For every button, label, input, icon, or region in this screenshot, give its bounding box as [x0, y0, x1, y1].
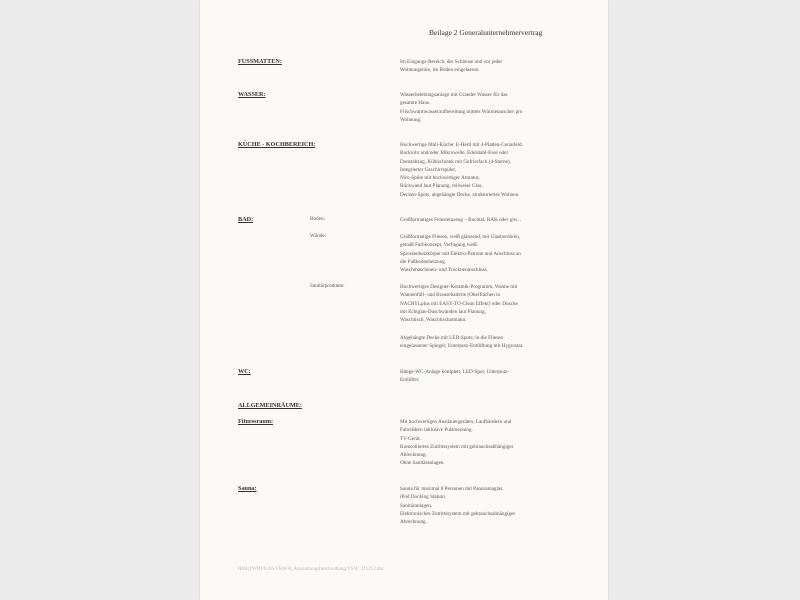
text-line: gesamte Haus.	[400, 100, 431, 107]
document-footer-path: IBM@WHVKAS/VKWH_Ausstattungsbeschreibung/VSW_211213.doc	[238, 567, 385, 572]
section-heading-bad: BAD:	[238, 216, 254, 223]
text-line: NACRYLplus mit EASY-TO-Clean Effekt) oder Dusche	[400, 300, 518, 307]
text-line: Wohnungstüre, im Boden eingelassen.	[400, 67, 480, 74]
text-line: Entlüfter.	[400, 377, 420, 384]
text-line: Abrechnung.	[400, 452, 427, 459]
text-line: Wohnung.	[400, 116, 422, 123]
section-text-wc	[400, 368, 509, 385]
text-line: Kontrolliertes Zutrittssystem mit gebrauchsabhängiger	[400, 443, 514, 450]
section-text-sauna	[400, 485, 515, 526]
text-line: Sauna für maximal 8 Personen mit Panoramaglas.	[400, 486, 504, 492]
text-line: gemäß Farbkonzept, Verfugung weiß.	[400, 242, 479, 249]
text-line: Rückwand laut Planung, teilweise Glas,	[400, 183, 483, 190]
text-line: Wannenfüll- und Brausebatterie (Oberflächen in	[400, 292, 501, 299]
text-line: eingelassener Spiegel; Unterputz-Entlüftung mit Hygrostat.	[400, 343, 524, 350]
text-line: Niro-Spüle mit hochwertiger Armatur,	[400, 175, 480, 182]
bad-sublabel-waende: Wände:	[310, 233, 327, 239]
section-text-fussmatten	[400, 58, 502, 75]
text-line: Abrechnung.	[400, 519, 427, 526]
bad-sublabel-boden: Boden:	[310, 216, 325, 222]
section-heading-wc: WC:	[238, 368, 251, 375]
text-line: mit Echtglas-Duschwänden laut Planung,	[400, 308, 486, 315]
section-text-kueche	[400, 141, 523, 199]
document-title: Beilage 2 Generalunternehmervertrag	[429, 28, 543, 37]
text-line: Sanitäranlagen.	[400, 502, 433, 509]
text-line: Dunstabzug, Kühlschrank mit Gefrierfach (4-Sterne),	[400, 158, 511, 165]
text-line: TV-Gerät.	[400, 435, 421, 442]
text-line: Waschtisch, Waschtischarmatur.	[400, 317, 467, 324]
text-line: Ohne Sanitäranlagen.	[400, 460, 445, 467]
text-line: Frischwarmwasseraufbereitung mittels Wärmetauscher pro	[400, 108, 523, 115]
text-line: Im Eingangs-Bereich, der Schleuse und vor jeder	[400, 59, 503, 65]
document-page	[200, 0, 608, 600]
text-line: Waschmaschinen- und Trockneranschluss.	[400, 267, 488, 274]
section-text-bad-sanitaer	[400, 283, 518, 324]
text-line: Decken-Spots, abgehängte Decke, strukturiertes Wohnen.	[400, 191, 520, 198]
section-text-bad-boden	[400, 216, 521, 224]
section-heading-wasser: WASSER:	[238, 91, 266, 98]
text-line: Mit hochwertigen Ausdauergeräten, Laufbändern und	[400, 419, 512, 425]
text-line: Wasserbelebungsanlage mit Grander Wasser für das	[400, 92, 508, 98]
section-heading-fussmatten: FUSSMATTEN:	[238, 58, 282, 65]
text-line: die Fußbodenheizung.	[400, 258, 447, 265]
text-line: Hochwertige Mali-Küche: E-Herd mit 4-Platten-Ceranfeld,	[400, 142, 523, 148]
text-line: Abgehängte Decke mit LED-Spots; in die Fliesen	[400, 335, 504, 341]
section-text-bad-decke	[400, 334, 523, 351]
section-text-wasser	[400, 91, 523, 124]
text-line: Großformatige Fliesen, weiß glänzend, mit Glasbordüren,	[400, 234, 521, 240]
section-text-bad-waende	[400, 233, 521, 274]
section-heading-fitnessraum: Fitnessraum:	[238, 418, 274, 425]
text-line: Hänge-WC-Anlage komplett, LED-Spot, Unterputz-	[400, 369, 510, 375]
section-heading-kueche: KÜCHE - KOCHBEREICH:	[238, 141, 316, 148]
text-line: Großformatiges Feinsteinzeug – Buchtal, RAK oder glw...	[400, 217, 521, 223]
text-line: Fahrrädern inklusive Pulsmessung.	[400, 427, 473, 434]
text-line: Elektronisches Zutrittssystem mit gebrauchsabhängiger	[400, 510, 516, 517]
bad-sublabel-sanitaer: Sanitärprodukte:	[310, 283, 345, 289]
section-text-fitnessraum	[400, 418, 513, 468]
section-heading-allgemeinraeume: ALLGEMEINRÄUME:	[238, 402, 302, 409]
text-line: iPod Docking Station.	[400, 494, 446, 501]
text-line: Backrohr und/oder Mikrowelle, Edelstahl-Esse oder	[400, 150, 509, 157]
section-heading-sauna: Sauna:	[238, 485, 257, 492]
text-line: Sprossenheizkörper mit Elektro-Patrone und Anschluss an	[400, 250, 521, 257]
text-line: Integrierter Geschirrspüler,	[400, 166, 457, 173]
text-line: Hochwertiges Designer-Keramik-Programm, Wanne mit	[400, 284, 518, 290]
